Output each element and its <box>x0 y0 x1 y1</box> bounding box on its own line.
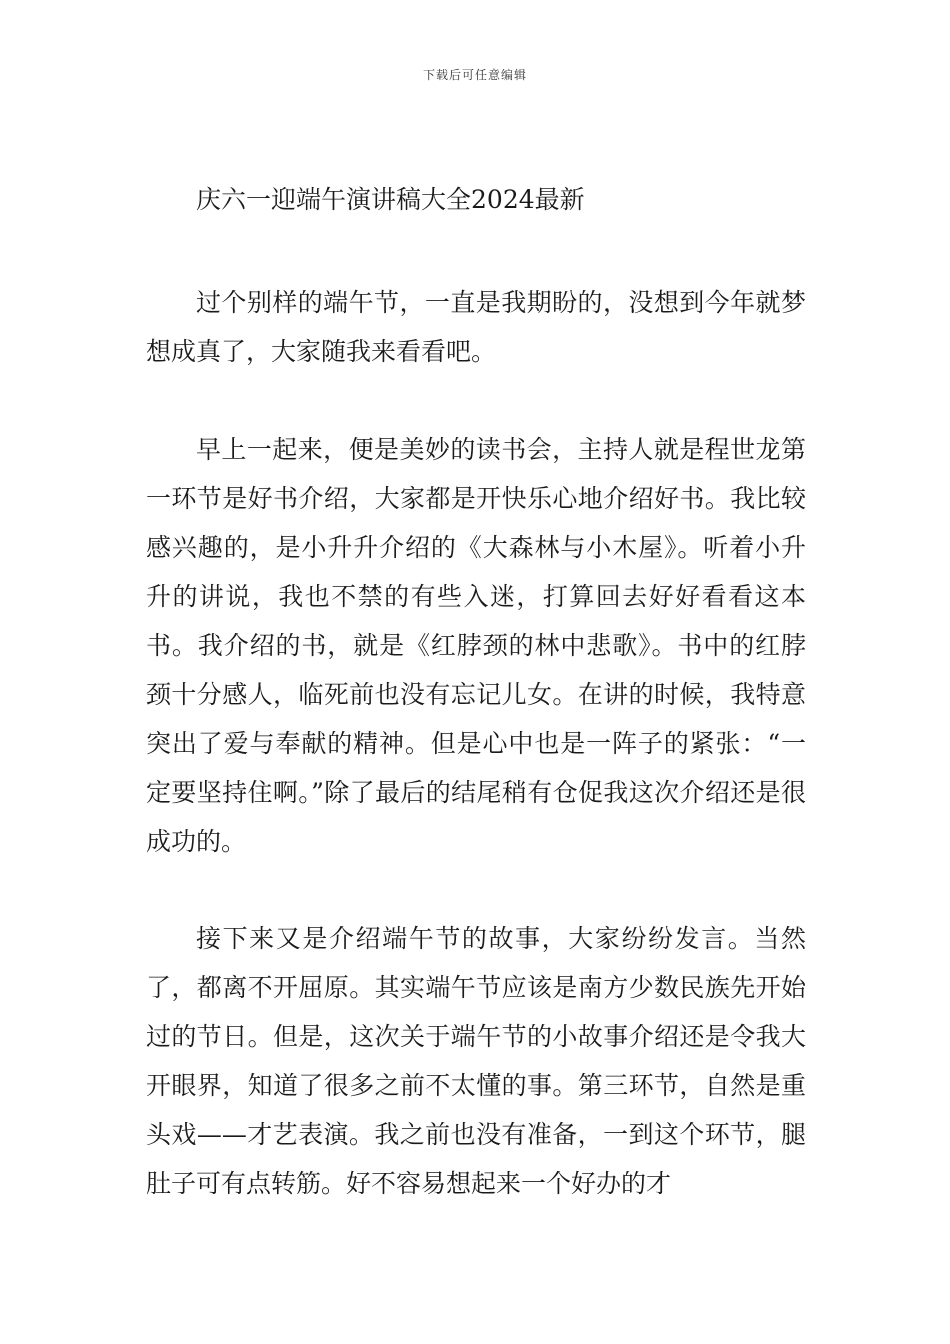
paragraph-1: 过个别样的端午节，一直是我期盼的，没想到今年就梦想成真了，大家随我来看看吧。 <box>146 288 806 366</box>
header-note: 下载后可任意编辑 <box>422 68 527 82</box>
paragraph-3: 接下来又是介绍端午节的故事，大家纷纷发言。当然了，都离不开屈原。其实端午节应该是南方少数民族先开始过的节日。但是，这次关于端午节的小故事介绍还是令我大开眼界，知道了很多之前不太懂的事。第三环节，自然是重头戏——才艺表演。我之前也没有准备，一到这个环节，腿肚子可有点转筋。好不容易想起来一个好办的才 <box>146 924 806 1198</box>
document-title: 庆六一迎端午演讲稿大全2024最新 <box>196 185 585 214</box>
paragraph-2: 早上一起来，便是美妙的读书会，主持人就是程世龙第一环节是好书介绍，大家都是开快乐心地介绍好书。我比较感兴趣的，是小升升介绍的《大森林与小木屋》。听着小升升的讲说，我也不禁的有些入迷，打算回去好好看看这本书。我介绍的书，就是《红脖颈的林中悲歌》。书中的红脖颈十分感人，临死前也没有忘记儿女。在讲的时候，我特意突出了爱与奉献的精神。但是心中也是一阵子的紧张：“一定要坚持住啊。”除了最后的结尾稍有仓促我这次介绍还是很成功的。 <box>146 435 806 856</box>
